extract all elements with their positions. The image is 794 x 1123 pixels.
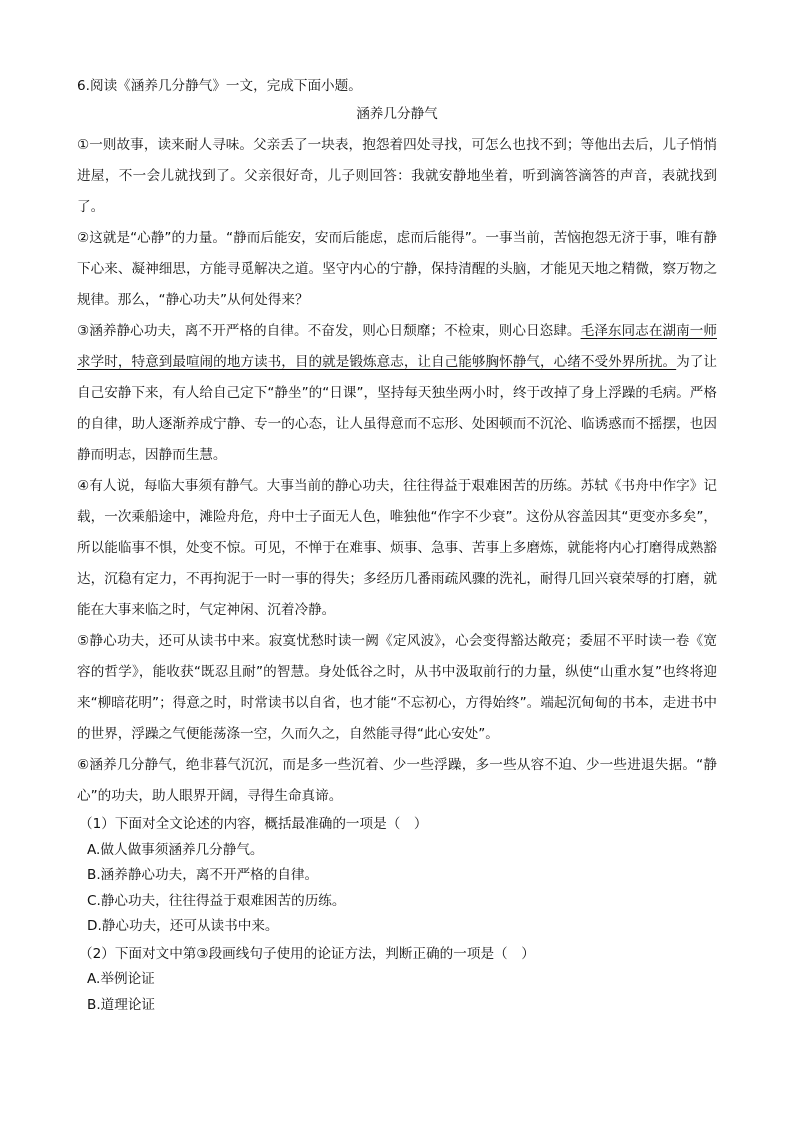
article-title: 涵养几分静气 [356, 106, 438, 122]
underlined-sentence: 毛泽东同志在湖南一师求学时，特意到最喧闹的地方读书，目的就是锻炼意志，让自己能够胸怀静气，心绪不受外界所扰。 [77, 323, 718, 370]
exam-page [77, 72, 717, 1018]
question-1 [77, 812, 717, 940]
paragraph-5: ⑤静心功夫，还可从读书中来。寂寞忧愁时读一阙《定风波》，心会变得豁达敞亮；委屈不平时读一卷《宽容的哲学》，能收获“既忍且耐”的智慧。身处低谷之时，从书中汲取前行的力量，纵使“山重水复”也终将迎来“柳暗花明”；得意之时，时常读书以自省，也才能“不忘初心，方得始终”。端起沉甸甸的书本，走进书中的世界，浮躁之气便能荡涤一空，久而久之，自然能寻得“此心安处”。 [77, 633, 717, 742]
paragraph-3-rest: 为了让自己安静下来，有人给自己定下“静坐”的“日课”，坚持每天独坐两小时，终于改掉了身上浮躁的毛病。严格的自律，助人逐渐养成宁静、专一的心态，让人虽得意而不忘形、处困顿而不沉沦、临诱惑而不摇摆，也因静而明志，因静而生慧。 [77, 354, 718, 463]
question-1-stem: （1）下面对全文论述的内容，概括最准确的一项是（ ） [79, 816, 428, 832]
paragraph-4: ④有人说，每临大事须有静气。大事当前的静心功夫，往往得益于艰难困苦的历练。苏轼《书舟中作字》记载，一次乘船途中，滩险舟危，舟中士子面无人色，唯独他“作字不少衰”。这份从容盖因其“更变亦多矣”，所以能临事不惧，处变不惊。可见，不惮于在难事、烦事、急事、苦事上多磨炼，就能将内心打磨得成熟豁达，沉稳有定力，不再拘泥于一时一事的得失；多经历几番雨疏风骤的洗礼，耐得几回兴衰荣辱的打磨，就能在大事来临之时，气定神闲、沉着冷静。 [77, 478, 717, 618]
paragraph-2: ②这就是“心静”的力量。“静而后能安，安而后能虑，虑而后能得”。一事当前，苦恼抱怨无济于事，唯有静下心来、凝神细思，方能寻觅解决之道。坚守内心的宁静，保持清醒的头脑，才能见天地之精微，察万物之规律。那么，“静心功夫”从何处得来？ [77, 230, 717, 308]
question-2-option-b[interactable]: B.道理论证 [87, 996, 156, 1013]
paragraph-3-lead: ③涵养静心功夫，离不开严格的自律。不奋发，则心日颓靡；不检束，则心日恣肆。 [77, 323, 581, 339]
question-1-option-d[interactable]: D.静心功夫，还可从读书中来。 [87, 918, 279, 934]
article-body [77, 130, 717, 812]
paragraph-3 [77, 316, 717, 471]
question-1-option-c[interactable]: C.静心功夫，往往得益于艰难困苦的历练。 [87, 892, 346, 909]
question-intro: 6.阅读《涵养几分静气》一文，完成下面小题。 [77, 78, 362, 94]
question-2 [77, 942, 717, 1019]
question-1-option-b[interactable]: B.涵养静心功夫，离不开严格的自律。 [87, 867, 319, 883]
paragraph-1: ①一则故事，读来耐人寻味。父亲丢了一块表，抱怨着四处寻找，可怎么也找不到；等他出去后，儿子悄悄进屋，不一会儿就找到了。父亲很好奇，儿子则回答：我就安静地坐着，听到滴答滴答的声音，表就找到了。 [77, 137, 717, 215]
paragraph-6: ⑥涵养几分静气，绝非暮气沉沉，而是多一些沉着、少一些浮躁，多一些从容不迫、少一些进退失据。“静心”的功夫，助人眼界开阔，寻得生命真谛。 [77, 757, 717, 804]
question-1-option-a[interactable]: A.做人做事须涵养几分静气。 [87, 841, 264, 858]
question-2-option-a[interactable]: A.举例论证 [87, 971, 155, 987]
question-2-stem: （2）下面对文中第③段画线句子使用的论证方法，判断正确的一项是（ ） [79, 945, 535, 962]
